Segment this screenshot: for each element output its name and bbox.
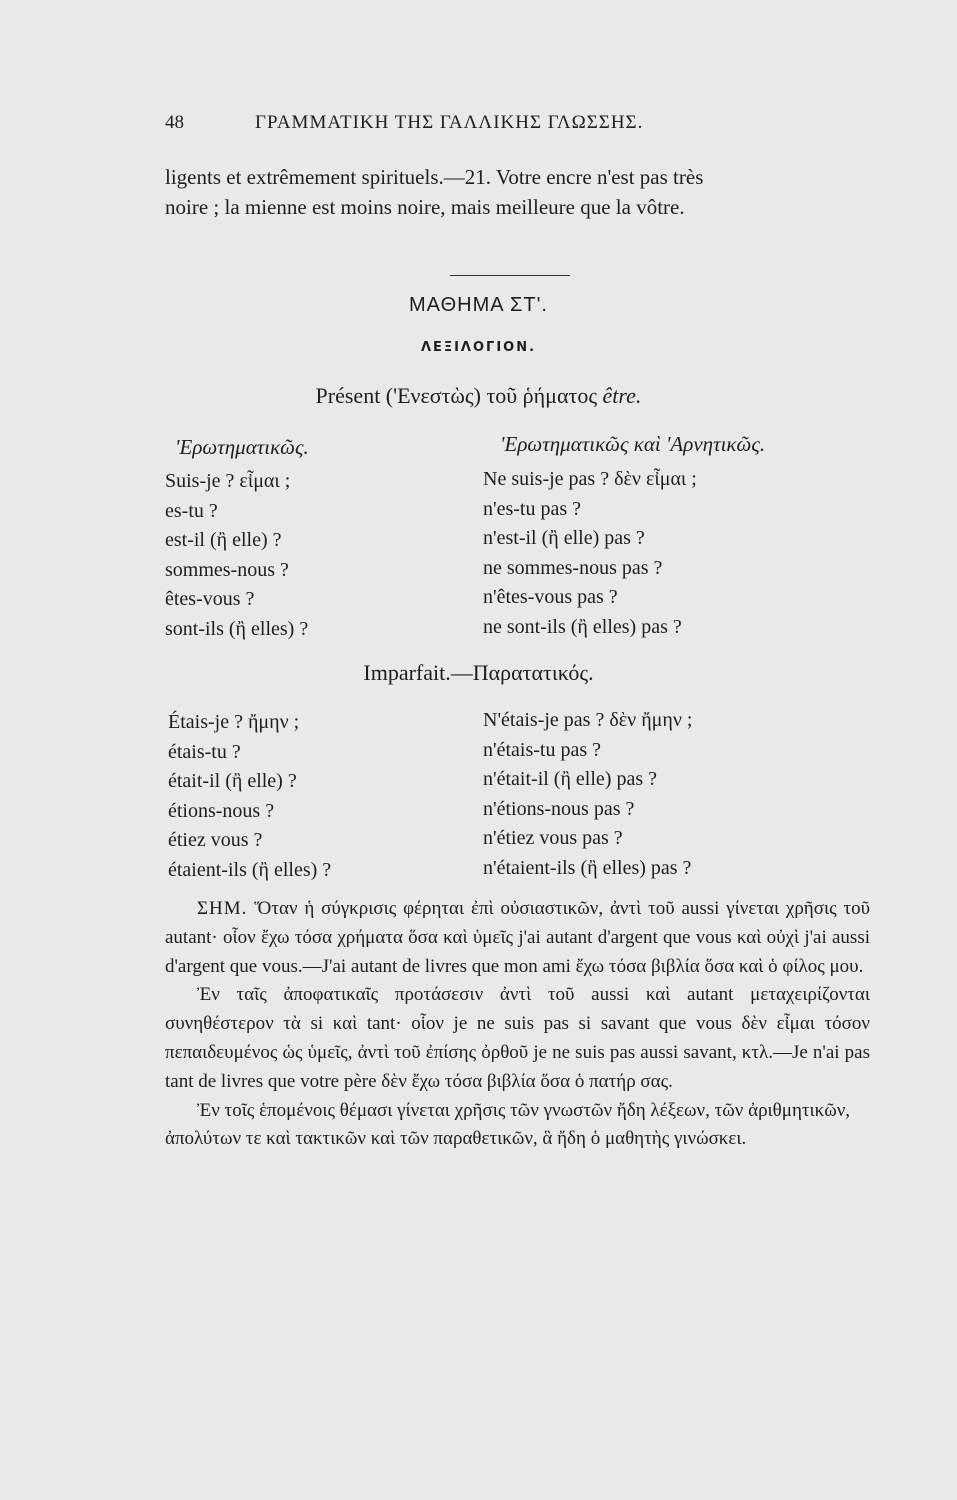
conjugation-line: étais-tu ? (168, 740, 241, 763)
conjugation-line: n'était-il (ἢ elle) pas ? (483, 768, 657, 790)
running-title: ΓΡΑΜΜΑΤΙΚΗ ΤΗΣ ΓΑΛΛΙΚΗΣ ΓΛΩΣΣΗΣ. (255, 112, 644, 133)
present-heading-verb: être. (602, 383, 642, 408)
present-heading (0, 383, 957, 409)
page-number: 48 (165, 112, 184, 133)
conjugation-line: n'est-il (ἢ elle) pas ? (483, 527, 645, 549)
conjugation-line: n'étions-nous pas ? (483, 797, 635, 820)
note-label: ΣΗΜ. (197, 898, 248, 919)
conjugation-line: étaient-ils (ἢ elles) ? (168, 858, 332, 881)
present-interrogative-list (165, 467, 308, 644)
lesson-title: ΜΑΘΗΜΑ ΣΤ'. (409, 294, 548, 316)
conjugation-line: est-il (ἢ elle) ? (165, 529, 282, 551)
conjugation-line: Ne suis-je pas ? δὲν εἶμαι ; (483, 468, 697, 490)
note-paragraph-2: Ἐν ταῖς ἀποφατικαῖς προτάσεσιν ἀντὶ τοῦ aussi καὶ autant μεταχειρίζονται συνηθέστερον τὰ si καὶ tant· οἷον je ne suis pas si savant que vous δὲν εἶμαι τόσον πεπαιδευμένος ὡς ὑμεῖς, ἀντὶ τοῦ ἐπίσης ὀρθοῦ je ne suis pas aussi savant, κτλ.—Je n'ai pas tant de livres que votre père δὲν ἔχω τόσα βιβλία ὅσα ὁ πατήρ σας. (165, 984, 870, 1092)
conjugation-line: es-tu ? (165, 499, 218, 522)
continuation-line-2: noire ; la mienne est moins noire, mais meilleure que la vôtre. (165, 195, 685, 219)
conjugation-line: n'étais-tu pas ? (483, 738, 602, 761)
conjugation-line: N'étais-je pas ? δὲν ἤμην ; (483, 709, 693, 731)
conjugation-line: était-il (ἢ elle) ? (168, 770, 297, 792)
conjugation-line: sont-ils (ἢ elles) ? (165, 617, 309, 640)
conjugation-line: n'es-tu pas ? (483, 497, 582, 520)
conjugation-line: étions-nous ? (168, 799, 275, 822)
imperfect-negative-list (483, 706, 692, 883)
conjugation-line: sommes-nous ? (165, 558, 289, 581)
present-negative-list (483, 465, 697, 642)
conjugation-line: Étais-je ? ἤμην ; (168, 711, 300, 733)
vocabulary-heading: ΛΕΞΙΛΟΓΙΟΝ. (420, 340, 537, 355)
conjugation-line: êtes-vous ? (165, 588, 255, 610)
continuation-line-1: ligents et extrêmement spirituels.—21. Votre encre n'est pas très (165, 165, 704, 189)
conjugation-line: Suis-je ? εἶμαι ; (165, 470, 291, 492)
grammar-note (165, 895, 870, 1154)
section-divider (450, 275, 570, 276)
note-paragraph-1-text: Ὅταν ἡ σύγκρισις φέρηται ἐπὶ οὐσιαστικῶν, ἀντὶ τοῦ aussi γίνεται χρῆσις τοῦ autant· οἷον ἔχω τόσα χρήματα ὅσα καὶ ὑμεῖς j'ai autant d'argent que vous καὶ οὐχὶ j'ai aussi d'argent que vous.—J'ai autant de livres que mon ami ἔχω τόσα βιβλία ὅσα καὶ ὁ φίλος μου. (165, 898, 870, 977)
imperfect-interrogative-list (168, 708, 331, 885)
note-paragraph-3: Ἐν τοῖς ἑπομένοις θέμασι γίνεται χρῆσις τῶν γνωστῶν ἤδη λέξεων, τῶν ἀριθμητικῶν, ἀπολύτων τε καὶ τακτικῶν καὶ τῶν παραθετικῶν, ἃ ἤδη ὁ μαθητὴς γινώσκει. (165, 1099, 851, 1150)
note-paragraph-1 (165, 895, 870, 981)
interrogative-column-title: 'Ερωτηματικῶς. (175, 435, 309, 459)
conjugation-line: n'étaient-ils (ἢ elles) pas ? (483, 856, 692, 879)
present-heading-text: Présent ('Ενεστὼς) τοῦ ῥήματος (315, 383, 603, 408)
imperfect-heading: Imparfait.—Παρατατικός. (363, 660, 594, 685)
conjugation-line: étiez vous ? (168, 829, 263, 851)
conjugation-line: n'étiez vous pas ? (483, 827, 623, 849)
conjugation-line: ne sont-ils (ἢ elles) pas ? (483, 615, 682, 638)
conjugation-line: ne sommes-nous pas ? (483, 556, 663, 579)
conjugation-line: n'êtes-vous pas ? (483, 586, 618, 608)
interrogative-negative-column-title: 'Ερωτηματικῶς καὶ 'Αρνητικῶς. (500, 432, 766, 456)
